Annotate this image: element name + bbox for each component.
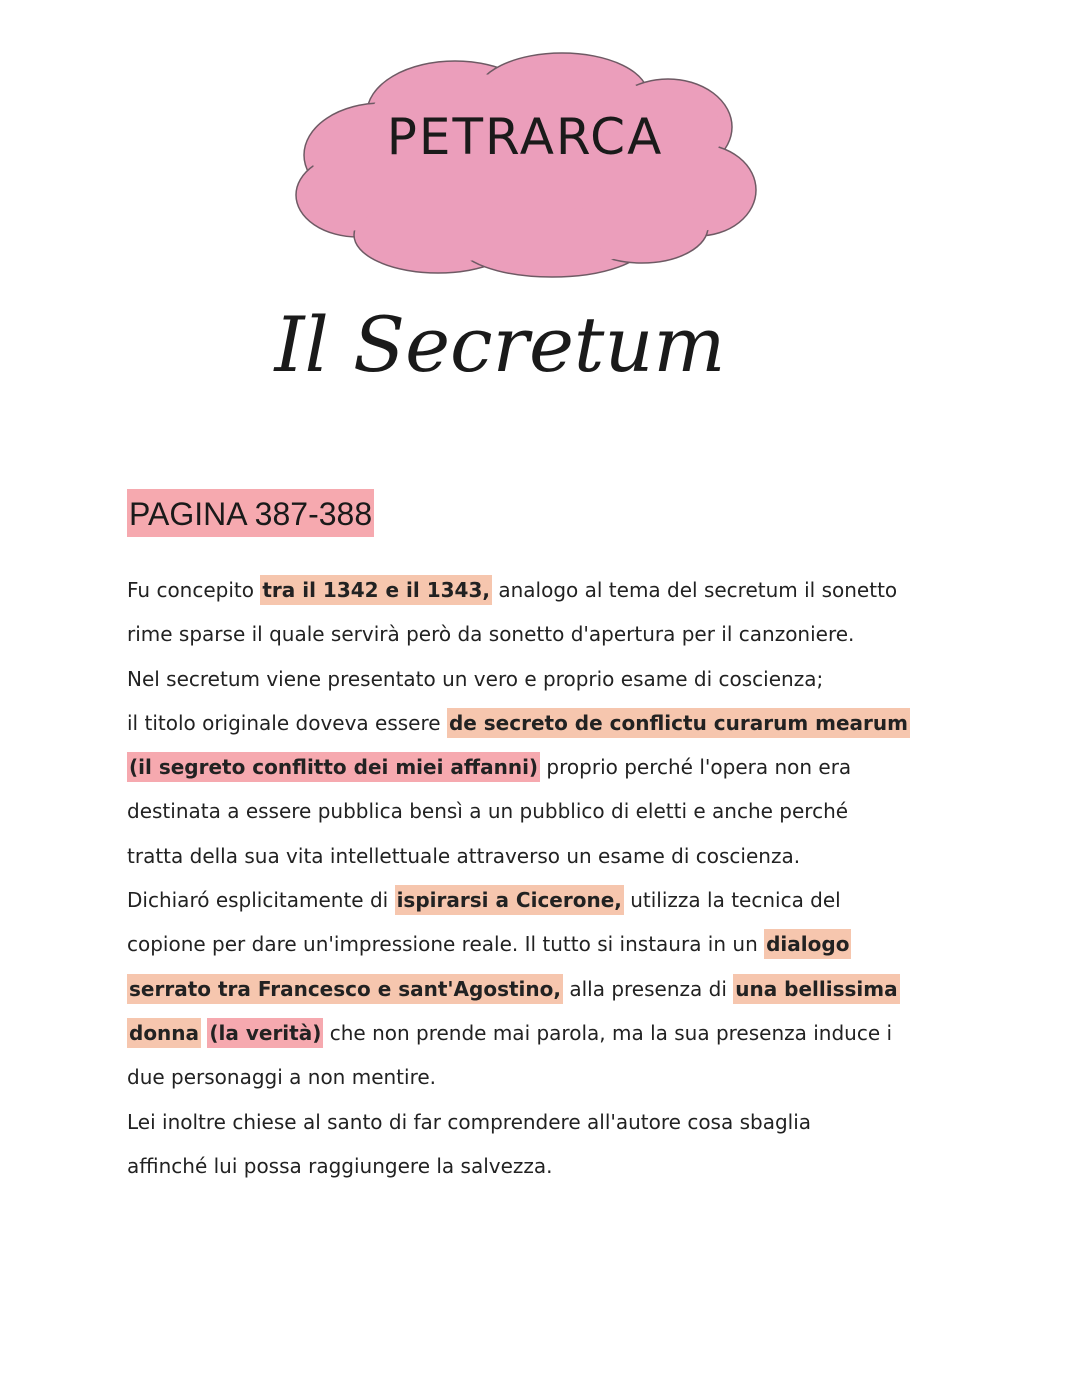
main-title: PETRARCA — [386, 108, 664, 166]
highlighted-text: (il segreto conflitto dei miei affanni) — [127, 752, 540, 782]
text-segment: copione per dare un'impressione reale. Il tutto si instaura in un — [127, 932, 765, 957]
notes-body — [127, 568, 1027, 1188]
text-line — [127, 745, 1027, 789]
text-segment: utilizza la tecnica del — [623, 888, 841, 913]
text-line — [127, 834, 1027, 878]
highlighted-text: tra il 1342 e il 1343, — [260, 575, 492, 605]
text-segment: il titolo originale doveva essere — [127, 710, 447, 735]
highlighted-text: de secreto de conflictu curarum mearum — [447, 708, 910, 738]
highlighted-text: una bellissima — [733, 974, 899, 1004]
text-line — [127, 701, 1027, 745]
text-segment: alla presenza di — [562, 976, 734, 1001]
text-segment: che non prende mai parola, ma la sua presenza induce i — [323, 1020, 893, 1045]
page-reference: PAGINA 387-388 — [127, 489, 374, 537]
subtitle: Il Secretum — [274, 300, 726, 389]
text-line — [127, 922, 1027, 966]
text-line — [127, 568, 1027, 612]
text-line — [127, 612, 1027, 656]
text-segment: destinata a essere pubblica bensì a un pubblico di eletti e anche perché — [127, 799, 849, 824]
highlighted-text: ispirarsi a Cicerone, — [395, 885, 624, 915]
text-segment: Nel secretum viene presentato un vero e proprio esame di coscienza; — [127, 666, 824, 691]
text-segment: tratta della sua vita intellettuale attraverso un esame di coscienza. — [127, 843, 801, 868]
text-segment: Fu concepito — [127, 578, 261, 602]
text-line — [127, 1055, 1027, 1099]
highlighted-text: (la verità) — [207, 1018, 323, 1048]
text-segment: Dichiaró esplicitamente di — [127, 888, 395, 913]
text-segment: analogo al tema del secretum il sonetto — [492, 578, 898, 602]
text-line — [127, 789, 1027, 833]
text-line — [127, 657, 1027, 701]
text-segment: affinché lui possa raggiungere la salvezza. — [127, 1153, 553, 1178]
text-segment: rime sparse il quale servirà però da sonetto d'apertura per il canzoniere. — [127, 622, 855, 647]
text-segment: proprio perché l'opera non era — [540, 755, 852, 780]
highlighted-text: serrato tra Francesco e sant'Agostino, — [127, 974, 563, 1004]
text-line — [127, 1100, 1027, 1144]
text-line — [127, 967, 1027, 1011]
highlighted-text: dialogo — [764, 929, 851, 959]
text-segment: due personaggi a non mentire. — [127, 1065, 437, 1090]
highlighted-text: donna — [127, 1018, 201, 1048]
text-line — [127, 878, 1027, 922]
text-segment: Lei inoltre chiese al santo di far comprendere all'autore cosa sbaglia — [127, 1109, 812, 1134]
text-line — [127, 1144, 1027, 1188]
text-line — [127, 1011, 1027, 1055]
